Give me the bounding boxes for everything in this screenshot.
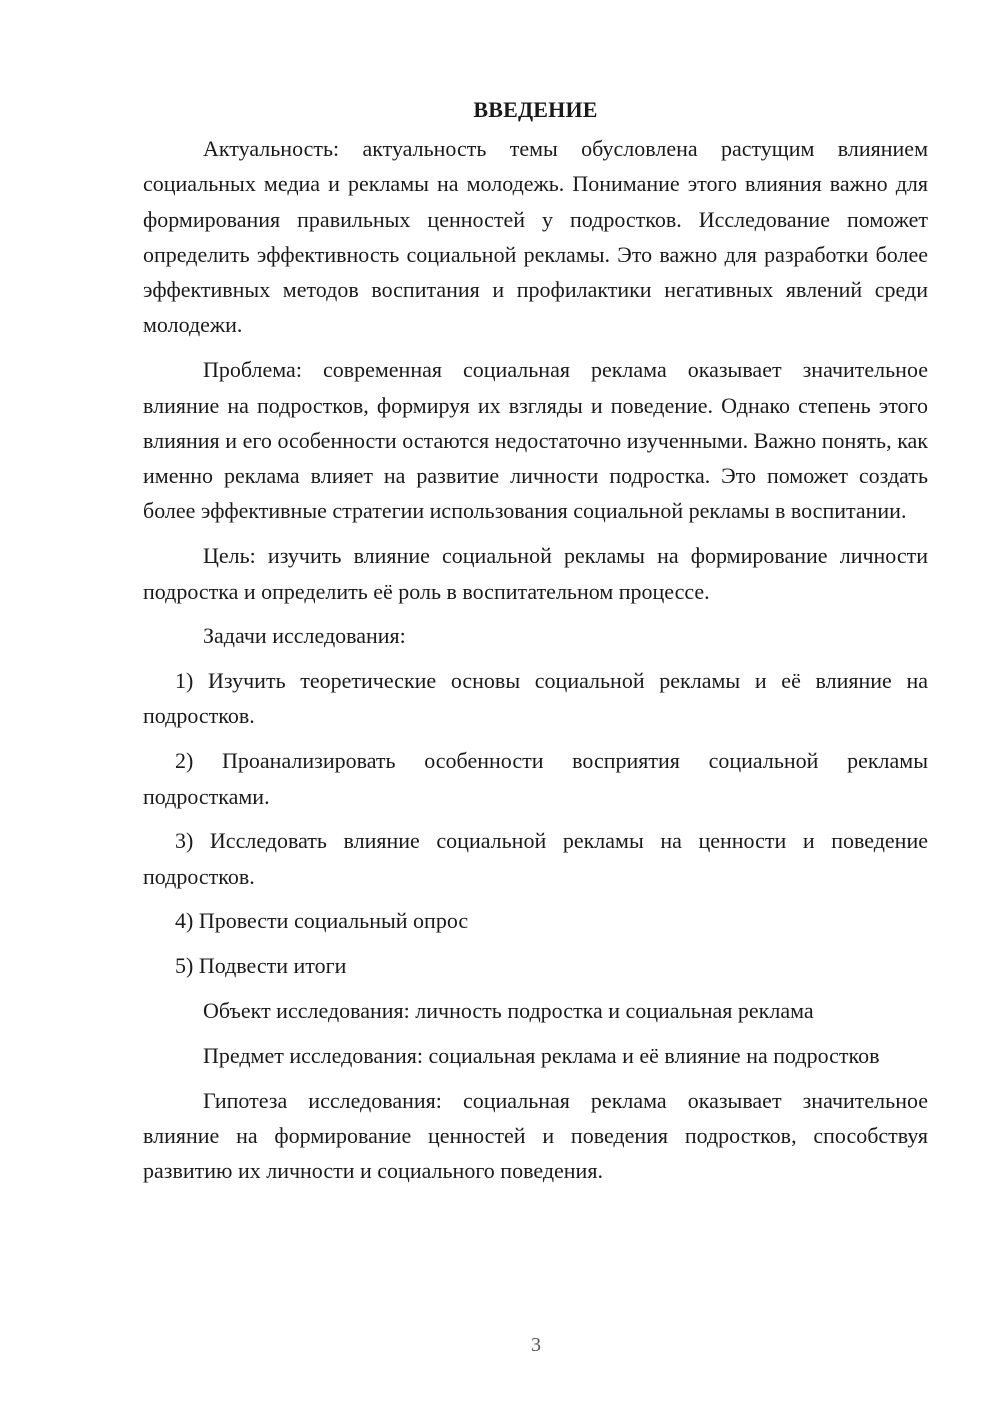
task-item-2: 2) Проанализировать особенности восприятия социальной рекламы подростками. <box>143 748 928 809</box>
task-item-1: 1) Изучить теоретические основы социальной рекламы и её влияние на подростков. <box>143 668 928 729</box>
paragraph-hypothesis: Гипотеза исследования: социальная реклама оказывает значительное влияние на формирование ценностей и поведения подростков, способствуя развитию их личности и социального поведения. <box>143 1087 928 1184</box>
document-page <box>143 92 928 1314</box>
paragraph-subject: Предмет исследования: социальная реклама и её влияние на подростков <box>203 1042 880 1068</box>
task-item-4: 4) Провести социальный опрос <box>175 908 469 934</box>
paragraph-problem: Проблема: современная социальная реклама оказывает значительное влияние на подростков, формируя их взгляды и поведение. Однако степень этого влияния и его особенности остаются недостаточно изученными. Важно понять, как именно реклама влияет на развитие личности подростка. Это поможет создать более эффективные стратегии использования социальной рекламы в воспитании. <box>143 357 928 524</box>
task-item-5: 5) Подвести итоги <box>175 953 347 979</box>
paragraph-relevance: Актуальность: актуальность темы обусловлена растущим влиянием социальных медиа и рекламы на молодежь. Понимание этого влияния важно для формирования правильных ценностей у подростков. Исследование поможет определить эффективность социальной рекламы. Это важно для разработки более эффективных методов воспитания и профилактики негативных явлений среди молодежи. <box>143 136 928 338</box>
paragraph-object: Объект исследования: личность подростка и социальная реклама <box>203 998 814 1024</box>
task-item-3: 3) Исследовать влияние социальной рекламы на ценности и поведение подростков. <box>143 828 928 889</box>
page-number: 3 <box>531 1334 541 1356</box>
paragraph-goal: Цель: изучить влияние социальной рекламы на формирование личности подростка и определить её роль в воспитательном процессе. <box>143 543 928 604</box>
section-title: ВВЕДЕНИЕ <box>473 97 598 122</box>
paragraph-tasks-heading: Задачи исследования: <box>203 623 406 649</box>
